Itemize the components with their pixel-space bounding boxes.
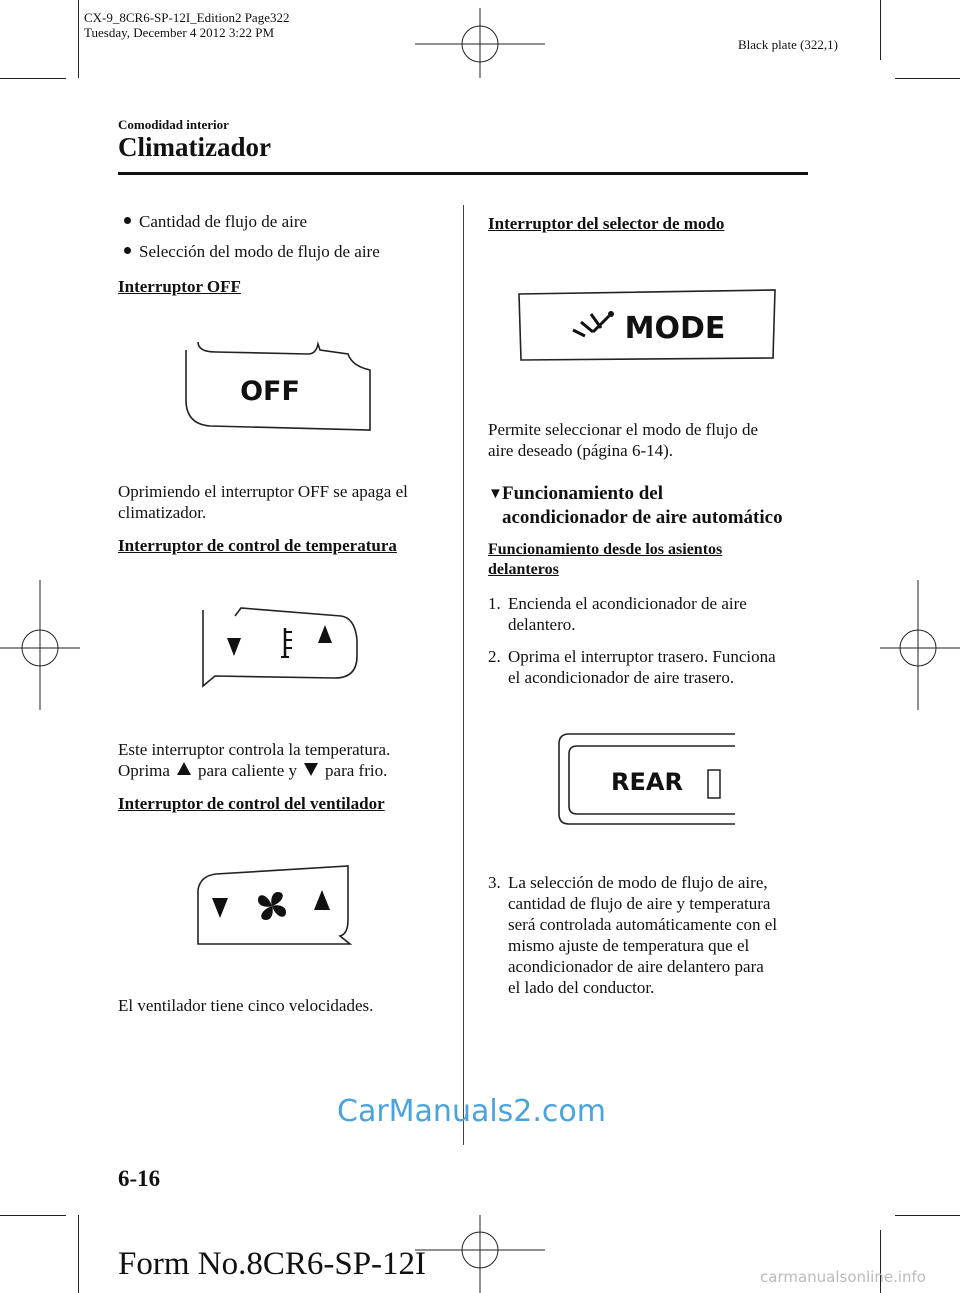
temperature-switch-illustration xyxy=(195,600,365,692)
page-number: 6-16 xyxy=(118,1166,161,1191)
bullet-icon xyxy=(124,247,131,254)
off-label: OFF xyxy=(240,376,300,407)
fan-icon xyxy=(258,892,286,920)
down-arrow-icon xyxy=(303,762,319,776)
title-rule xyxy=(118,172,808,175)
temp-description: Este interruptor controla la temperatura. Oprima para caliente y para frio. xyxy=(118,740,391,780)
fan-description: El ventilador tiene cinco velocidades. xyxy=(118,996,374,1015)
registration-target-icon xyxy=(415,1215,545,1293)
list-item: 1. Encienda el acondicionador de aire delantero. xyxy=(488,594,747,634)
crop-mark xyxy=(78,0,79,78)
plate-label: Black plate (322,1) xyxy=(738,37,838,52)
mode-switch-illustration xyxy=(515,288,780,363)
file-name: CX-9_8CR6-SP-12I_Edition2 Page322 xyxy=(84,10,290,25)
crop-mark xyxy=(78,1215,79,1293)
crop-mark xyxy=(895,1215,960,1216)
page-title: Climatizador xyxy=(118,132,271,162)
crop-mark xyxy=(895,78,960,79)
rear-label: REAR xyxy=(611,768,683,796)
form-number: Form No.8CR6-SP-12I xyxy=(118,1246,427,1282)
off-heading: Interruptor OFF xyxy=(118,277,241,296)
rear-switch-illustration xyxy=(555,730,740,828)
crop-mark xyxy=(0,78,66,79)
column-divider xyxy=(463,205,464,1145)
mode-heading: Interruptor del selector de modo xyxy=(488,214,725,233)
auto-ac-section-heading: ▼ Funcionamiento del acondicionador de aire automático xyxy=(488,483,783,528)
fan-heading: Interruptor de control del ventilador xyxy=(118,794,385,813)
up-arrow-icon xyxy=(176,762,192,776)
crop-mark xyxy=(880,0,881,60)
off-description: Oprimiendo el interruptor OFF se apaga el climatizador. xyxy=(118,482,408,522)
watermark-url: carmanualsonline.info xyxy=(760,1268,926,1286)
registration-target-icon xyxy=(880,580,960,710)
thermometer-icon xyxy=(281,628,292,657)
section-label: Comodidad interior xyxy=(118,117,229,132)
temp-up-arrow-icon xyxy=(318,625,332,643)
list-item: Cantidad de flujo de aire xyxy=(124,212,307,232)
front-seat-subheading: Funcionamiento desde los asientos delanteros xyxy=(488,541,723,578)
registration-target-icon xyxy=(0,580,80,710)
fan-switch-illustration xyxy=(190,860,365,950)
list-item: Selección del modo de flujo de aire xyxy=(124,242,380,262)
mode-description: Permite seleccionar el modo de flujo de aire deseado (página 6-14). xyxy=(488,420,759,460)
indicator-light-icon xyxy=(708,770,720,798)
list-item: 2. Oprima el interruptor trasero. Funciona el acondicionador de aire trasero. xyxy=(488,647,776,687)
mode-label: MODE xyxy=(624,311,726,346)
temp-heading: Interruptor de control de temperatura xyxy=(118,536,397,555)
bullet-icon xyxy=(124,217,131,224)
airflow-mode-icon xyxy=(573,311,614,336)
file-info xyxy=(84,10,289,40)
list-item: 3. La selección de modo de flujo de aire, cantidad de flujo de aire y temperatura será controlada automáticamente con el mismo ajuste de temperatura que el acondicionador de aire delantero para el lado del conductor. xyxy=(488,873,778,997)
fan-down-arrow-icon xyxy=(212,898,228,918)
off-switch-illustration xyxy=(180,340,380,435)
registration-target-icon xyxy=(415,8,545,78)
section-triangle-icon: ▼ xyxy=(488,486,503,502)
file-date: Tuesday, December 4 2012 3:22 PM xyxy=(84,25,275,40)
crop-mark xyxy=(0,1215,66,1216)
watermark-logo: CarManuals2.com xyxy=(337,1094,607,1129)
temp-down-arrow-icon xyxy=(227,638,241,656)
fan-up-arrow-icon xyxy=(314,890,330,910)
